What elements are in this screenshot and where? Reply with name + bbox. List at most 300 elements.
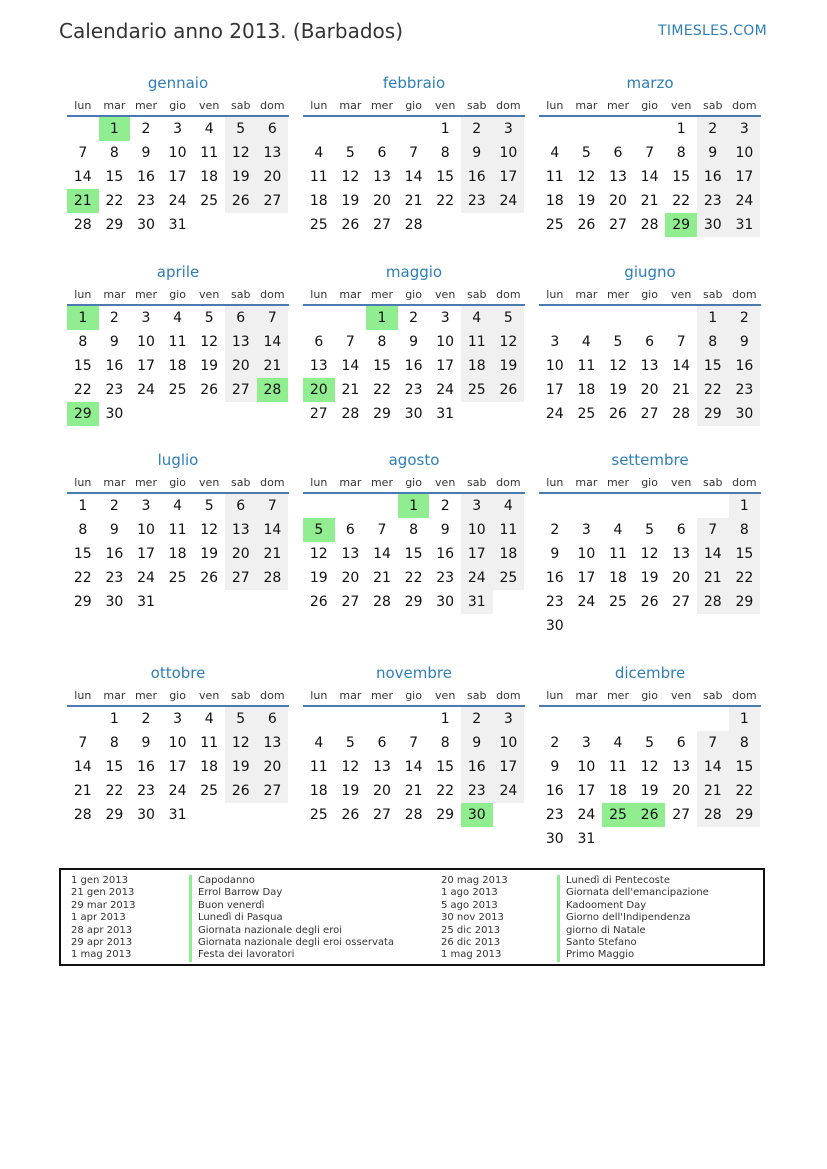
day-cell[interactable]: 31 <box>168 807 187 823</box>
day-cell[interactable]: 16 <box>404 358 423 374</box>
day-cell[interactable]: 6 <box>225 306 257 330</box>
day-cell[interactable]: 21 <box>67 189 99 213</box>
day-cell[interactable]: 4 <box>493 494 525 518</box>
day-cell[interactable]: 8 <box>729 731 761 755</box>
day-cell[interactable]: 28 <box>257 566 289 590</box>
day-cell[interactable]: 20 <box>257 165 289 189</box>
day-cell[interactable]: 17 <box>577 783 596 799</box>
day-cell[interactable]: 14 <box>73 169 92 185</box>
day-cell[interactable]: 12 <box>493 330 525 354</box>
day-cell[interactable]: 12 <box>577 169 596 185</box>
day-cell[interactable]: 22 <box>729 779 761 803</box>
day-cell[interactable]: 21 <box>341 382 360 398</box>
day-cell[interactable]: 12 <box>309 546 328 562</box>
day-cell[interactable]: 26 <box>225 189 257 213</box>
day-cell[interactable]: 23 <box>729 378 761 402</box>
day-cell[interactable]: 17 <box>493 165 525 189</box>
day-cell[interactable]: 12 <box>200 334 219 350</box>
day-cell[interactable]: 29 <box>404 594 423 610</box>
day-cell[interactable]: 24 <box>577 807 596 823</box>
day-cell[interactable]: 5 <box>204 498 214 514</box>
day-cell[interactable]: 1 <box>676 121 686 137</box>
day-cell[interactable]: 18 <box>309 783 328 799</box>
day-cell[interactable]: 6 <box>314 334 324 350</box>
day-cell[interactable]: 10 <box>577 759 596 775</box>
day-cell[interactable]: 18 <box>577 382 596 398</box>
day-cell[interactable]: 26 <box>493 378 525 402</box>
day-cell[interactable]: 13 <box>373 169 391 185</box>
day-cell[interactable]: 13 <box>341 546 360 562</box>
day-cell[interactable]: 7 <box>409 735 419 751</box>
day-cell[interactable]: 7 <box>257 306 289 330</box>
day-cell[interactable]: 2 <box>109 498 119 514</box>
day-cell[interactable]: 29 <box>105 217 124 233</box>
day-cell[interactable]: 6 <box>613 145 623 161</box>
day-cell[interactable]: 26 <box>309 594 328 610</box>
day-cell[interactable]: 5 <box>645 735 655 751</box>
day-cell[interactable]: 2 <box>461 707 493 731</box>
day-cell[interactable]: 9 <box>697 141 729 165</box>
day-cell[interactable]: 9 <box>109 334 119 350</box>
day-cell[interactable]: 16 <box>545 570 564 586</box>
day-cell[interactable]: 20 <box>672 783 691 799</box>
day-cell[interactable]: 20 <box>257 755 289 779</box>
day-cell[interactable]: 23 <box>137 193 155 209</box>
day-cell[interactable]: 18 <box>168 358 187 374</box>
day-cell[interactable]: 28 <box>257 378 289 402</box>
day-cell[interactable]: 10 <box>168 735 187 751</box>
day-cell[interactable]: 4 <box>173 310 183 326</box>
day-cell[interactable]: 24 <box>577 594 596 610</box>
day-cell[interactable]: 27 <box>225 566 257 590</box>
day-cell[interactable]: 16 <box>729 354 761 378</box>
day-cell[interactable]: 19 <box>640 570 659 586</box>
day-cell[interactable]: 20 <box>672 570 691 586</box>
day-cell[interactable]: 23 <box>545 594 564 610</box>
day-cell[interactable]: 1 <box>398 494 430 518</box>
day-cell[interactable]: 22 <box>105 783 124 799</box>
day-cell[interactable]: 9 <box>409 334 419 350</box>
day-cell[interactable]: 25 <box>309 217 328 233</box>
day-cell[interactable]: 2 <box>141 121 151 137</box>
day-cell[interactable]: 7 <box>78 735 88 751</box>
day-cell[interactable]: 1 <box>697 306 729 330</box>
day-cell[interactable]: 7 <box>645 145 655 161</box>
day-cell[interactable]: 1 <box>729 707 761 731</box>
day-cell[interactable]: 3 <box>440 310 450 326</box>
day-cell[interactable]: 25 <box>168 382 187 398</box>
day-cell[interactable]: 10 <box>168 145 187 161</box>
day-cell[interactable]: 23 <box>461 189 493 213</box>
day-cell[interactable]: 3 <box>581 522 591 538</box>
day-cell[interactable]: 13 <box>672 759 691 775</box>
day-cell[interactable]: 5 <box>345 145 355 161</box>
day-cell[interactable]: 5 <box>613 334 623 350</box>
day-cell[interactable]: 12 <box>640 759 659 775</box>
day-cell[interactable]: 11 <box>609 546 627 562</box>
day-cell[interactable]: 14 <box>404 169 423 185</box>
day-cell[interactable]: 18 <box>609 783 627 799</box>
day-cell[interactable]: 27 <box>373 807 391 823</box>
day-cell[interactable]: 1 <box>67 306 99 330</box>
day-cell[interactable]: 31 <box>436 406 455 422</box>
day-cell[interactable]: 16 <box>545 783 564 799</box>
day-cell[interactable]: 19 <box>493 354 525 378</box>
day-cell[interactable]: 10 <box>493 731 525 755</box>
day-cell[interactable]: 12 <box>225 141 257 165</box>
day-cell[interactable]: 19 <box>609 382 627 398</box>
day-cell[interactable]: 30 <box>137 807 155 823</box>
day-cell[interactable]: 20 <box>341 570 360 586</box>
day-cell[interactable]: 29 <box>697 402 729 426</box>
day-cell[interactable]: 18 <box>168 546 187 562</box>
day-cell[interactable]: 10 <box>577 546 596 562</box>
day-cell[interactable]: 23 <box>105 382 124 398</box>
day-cell[interactable]: 28 <box>373 594 391 610</box>
day-cell[interactable]: 10 <box>137 522 155 538</box>
day-cell[interactable]: 5 <box>225 707 257 731</box>
day-cell[interactable]: 21 <box>373 570 391 586</box>
day-cell[interactable]: 10 <box>729 141 761 165</box>
day-cell[interactable]: 4 <box>550 145 560 161</box>
day-cell[interactable]: 14 <box>257 330 289 354</box>
day-cell[interactable]: 23 <box>404 382 423 398</box>
day-cell[interactable]: 6 <box>345 522 355 538</box>
day-cell[interactable]: 5 <box>581 145 591 161</box>
day-cell[interactable]: 13 <box>225 518 257 542</box>
day-cell[interactable]: 31 <box>729 213 761 237</box>
day-cell[interactable]: 22 <box>105 193 124 209</box>
day-cell[interactable]: 9 <box>440 522 450 538</box>
day-cell[interactable]: 16 <box>461 165 493 189</box>
day-cell[interactable]: 28 <box>697 803 729 827</box>
day-cell[interactable]: 11 <box>309 169 328 185</box>
day-cell[interactable]: 12 <box>225 731 257 755</box>
day-cell[interactable]: 27 <box>309 406 328 422</box>
day-cell[interactable]: 16 <box>137 169 155 185</box>
day-cell[interactable]: 30 <box>545 618 564 634</box>
day-cell[interactable]: 25 <box>309 807 328 823</box>
day-cell[interactable]: 8 <box>440 735 450 751</box>
day-cell[interactable]: 24 <box>168 193 187 209</box>
day-cell[interactable]: 21 <box>697 779 729 803</box>
day-cell[interactable]: 17 <box>168 169 187 185</box>
day-cell[interactable]: 5 <box>204 310 214 326</box>
day-cell[interactable]: 23 <box>461 779 493 803</box>
day-cell[interactable]: 28 <box>404 807 423 823</box>
day-cell[interactable]: 1 <box>109 711 119 727</box>
day-cell[interactable]: 20 <box>373 783 391 799</box>
day-cell[interactable]: 17 <box>137 358 155 374</box>
day-cell[interactable]: 21 <box>697 566 729 590</box>
day-cell[interactable]: 16 <box>697 165 729 189</box>
day-cell[interactable]: 23 <box>105 570 124 586</box>
day-cell[interactable]: 1 <box>729 494 761 518</box>
day-cell[interactable]: 24 <box>137 382 155 398</box>
day-cell[interactable]: 13 <box>257 731 289 755</box>
day-cell[interactable]: 6 <box>676 522 686 538</box>
day-cell[interactable]: 31 <box>168 217 187 233</box>
day-cell[interactable]: 12 <box>609 358 627 374</box>
day-cell[interactable]: 29 <box>436 807 455 823</box>
day-cell[interactable]: 1 <box>440 711 450 727</box>
day-cell[interactable]: 24 <box>436 382 455 398</box>
day-cell[interactable]: 7 <box>78 145 88 161</box>
day-cell[interactable]: 3 <box>461 494 493 518</box>
day-cell[interactable]: 15 <box>404 546 423 562</box>
day-cell[interactable]: 16 <box>436 546 455 562</box>
day-cell[interactable]: 21 <box>73 783 92 799</box>
day-cell[interactable]: 18 <box>493 542 525 566</box>
day-cell[interactable]: 13 <box>257 141 289 165</box>
day-cell[interactable]: 28 <box>640 217 659 233</box>
day-cell[interactable]: 8 <box>440 145 450 161</box>
day-cell[interactable]: 2 <box>409 310 419 326</box>
day-cell[interactable]: 23 <box>436 570 455 586</box>
day-cell[interactable]: 3 <box>550 334 560 350</box>
day-cell[interactable]: 19 <box>640 783 659 799</box>
day-cell[interactable]: 3 <box>493 707 525 731</box>
day-cell[interactable]: 31 <box>577 831 596 847</box>
day-cell[interactable]: 11 <box>168 334 187 350</box>
day-cell[interactable]: 28 <box>341 406 360 422</box>
day-cell[interactable]: 11 <box>200 145 219 161</box>
day-cell[interactable]: 4 <box>314 145 324 161</box>
day-cell[interactable]: 29 <box>105 807 124 823</box>
day-cell[interactable]: 2 <box>550 735 560 751</box>
day-cell[interactable]: 30 <box>545 831 564 847</box>
day-cell[interactable]: 4 <box>581 334 591 350</box>
day-cell[interactable]: 17 <box>545 382 564 398</box>
day-cell[interactable]: 3 <box>141 310 151 326</box>
day-cell[interactable]: 19 <box>309 570 328 586</box>
day-cell[interactable]: 30 <box>105 594 124 610</box>
day-cell[interactable]: 19 <box>225 165 257 189</box>
day-cell[interactable]: 23 <box>697 189 729 213</box>
day-cell[interactable]: 6 <box>676 735 686 751</box>
day-cell[interactable]: 4 <box>461 306 493 330</box>
day-cell[interactable]: 26 <box>341 217 360 233</box>
day-cell[interactable]: 13 <box>309 358 328 374</box>
day-cell[interactable]: 15 <box>729 542 761 566</box>
day-cell[interactable]: 4 <box>613 735 623 751</box>
day-cell[interactable]: 26 <box>640 594 659 610</box>
day-cell[interactable]: 23 <box>137 783 155 799</box>
day-cell[interactable]: 27 <box>257 189 289 213</box>
day-cell[interactable]: 26 <box>634 803 666 827</box>
day-cell[interactable]: 14 <box>672 358 691 374</box>
day-cell[interactable]: 1 <box>78 498 88 514</box>
day-cell[interactable]: 16 <box>105 546 124 562</box>
day-cell[interactable]: 3 <box>173 121 183 137</box>
day-cell[interactable]: 25 <box>545 217 564 233</box>
day-cell[interactable]: 28 <box>697 590 729 614</box>
day-cell[interactable]: 4 <box>613 522 623 538</box>
day-cell[interactable]: 14 <box>373 546 391 562</box>
day-cell[interactable]: 9 <box>461 141 493 165</box>
day-cell[interactable]: 30 <box>729 402 761 426</box>
day-cell[interactable]: 2 <box>550 522 560 538</box>
day-cell[interactable]: 9 <box>141 735 151 751</box>
day-cell[interactable]: 9 <box>550 759 560 775</box>
day-cell[interactable]: 4 <box>314 735 324 751</box>
day-cell[interactable]: 4 <box>204 121 214 137</box>
day-cell[interactable]: 17 <box>461 542 493 566</box>
day-cell[interactable]: 28 <box>73 217 92 233</box>
day-cell[interactable]: 27 <box>640 406 659 422</box>
day-cell[interactable]: 18 <box>200 759 219 775</box>
day-cell[interactable]: 2 <box>729 306 761 330</box>
day-cell[interactable]: 18 <box>609 570 627 586</box>
day-cell[interactable]: 21 <box>404 783 423 799</box>
day-cell[interactable]: 11 <box>577 358 596 374</box>
day-cell[interactable]: 17 <box>137 546 155 562</box>
day-cell[interactable]: 17 <box>168 759 187 775</box>
day-cell[interactable]: 24 <box>493 189 525 213</box>
day-cell[interactable]: 11 <box>309 759 328 775</box>
day-cell[interactable]: 6 <box>645 334 655 350</box>
day-cell[interactable]: 22 <box>73 382 92 398</box>
day-cell[interactable]: 8 <box>729 518 761 542</box>
day-cell[interactable]: 4 <box>204 711 214 727</box>
day-cell[interactable]: 24 <box>168 783 187 799</box>
day-cell[interactable]: 7 <box>257 494 289 518</box>
day-cell[interactable]: 28 <box>672 406 691 422</box>
day-cell[interactable]: 15 <box>73 358 92 374</box>
day-cell[interactable]: 22 <box>672 193 691 209</box>
day-cell[interactable]: 3 <box>581 735 591 751</box>
day-cell[interactable]: 15 <box>105 759 124 775</box>
day-cell[interactable]: 23 <box>545 807 564 823</box>
day-cell[interactable]: 26 <box>200 570 219 586</box>
day-cell[interactable]: 22 <box>436 783 455 799</box>
day-cell[interactable]: 5 <box>493 306 525 330</box>
day-cell[interactable]: 11 <box>493 518 525 542</box>
day-cell[interactable]: 6 <box>257 707 289 731</box>
day-cell[interactable]: 20 <box>373 193 391 209</box>
day-cell[interactable]: 14 <box>257 518 289 542</box>
day-cell[interactable]: 20 <box>225 354 257 378</box>
day-cell[interactable]: 6 <box>257 117 289 141</box>
day-cell[interactable]: 7 <box>377 522 387 538</box>
day-cell[interactable]: 25 <box>168 570 187 586</box>
day-cell[interactable]: 15 <box>697 354 729 378</box>
day-cell[interactable]: 27 <box>672 807 691 823</box>
day-cell[interactable]: 7 <box>697 518 729 542</box>
day-cell[interactable]: 28 <box>404 217 423 233</box>
day-cell[interactable]: 18 <box>461 354 493 378</box>
day-cell[interactable]: 9 <box>550 546 560 562</box>
day-cell[interactable]: 26 <box>577 217 596 233</box>
day-cell[interactable]: 27 <box>341 594 360 610</box>
day-cell[interactable]: 25 <box>200 783 219 799</box>
day-cell[interactable]: 1 <box>440 121 450 137</box>
day-cell[interactable]: 19 <box>577 193 596 209</box>
day-cell[interactable]: 2 <box>461 117 493 141</box>
day-cell[interactable]: 13 <box>225 330 257 354</box>
day-cell[interactable]: 15 <box>436 759 455 775</box>
day-cell[interactable]: 31 <box>137 594 155 610</box>
day-cell[interactable]: 14 <box>697 755 729 779</box>
day-cell[interactable]: 17 <box>493 755 525 779</box>
day-cell[interactable]: 14 <box>697 542 729 566</box>
day-cell[interactable]: 24 <box>137 570 155 586</box>
day-cell[interactable]: 24 <box>461 566 493 590</box>
day-cell[interactable]: 13 <box>640 358 659 374</box>
day-cell[interactable]: 11 <box>168 522 187 538</box>
day-cell[interactable]: 11 <box>461 330 493 354</box>
day-cell[interactable]: 10 <box>436 334 455 350</box>
day-cell[interactable]: 8 <box>78 334 88 350</box>
day-cell[interactable]: 15 <box>729 755 761 779</box>
day-cell[interactable]: 31 <box>461 590 493 614</box>
day-cell[interactable]: 13 <box>609 169 627 185</box>
day-cell[interactable]: 3 <box>493 117 525 141</box>
day-cell[interactable]: 16 <box>105 358 124 374</box>
day-cell[interactable]: 7 <box>409 145 419 161</box>
day-cell[interactable]: 15 <box>436 169 455 185</box>
day-cell[interactable]: 24 <box>729 189 761 213</box>
day-cell[interactable]: 29 <box>729 803 761 827</box>
day-cell[interactable]: 8 <box>109 145 119 161</box>
day-cell[interactable]: 8 <box>109 735 119 751</box>
day-cell[interactable]: 20 <box>609 193 627 209</box>
day-cell[interactable]: 19 <box>225 755 257 779</box>
day-cell[interactable]: 7 <box>676 334 686 350</box>
day-cell[interactable]: 18 <box>200 169 219 185</box>
day-cell[interactable]: 3 <box>141 498 151 514</box>
day-cell[interactable]: 9 <box>729 330 761 354</box>
day-cell[interactable]: 25 <box>602 803 634 827</box>
day-cell[interactable]: 26 <box>341 807 360 823</box>
day-cell[interactable]: 6 <box>377 145 387 161</box>
day-cell[interactable]: 26 <box>200 382 219 398</box>
day-cell[interactable]: 15 <box>373 358 391 374</box>
day-cell[interactable]: 17 <box>577 570 596 586</box>
day-cell[interactable]: 19 <box>341 193 360 209</box>
day-cell[interactable]: 30 <box>137 217 155 233</box>
day-cell[interactable]: 2 <box>141 711 151 727</box>
day-cell[interactable]: 15 <box>672 169 691 185</box>
day-cell[interactable]: 15 <box>105 169 124 185</box>
day-cell[interactable]: 16 <box>137 759 155 775</box>
day-cell[interactable]: 13 <box>373 759 391 775</box>
day-cell[interactable]: 11 <box>545 169 564 185</box>
day-cell[interactable]: 27 <box>225 378 257 402</box>
day-cell[interactable]: 1 <box>99 117 131 141</box>
day-cell[interactable]: 12 <box>341 169 360 185</box>
day-cell[interactable]: 25 <box>609 594 627 610</box>
day-cell[interactable]: 16 <box>461 755 493 779</box>
day-cell[interactable]: 24 <box>493 779 525 803</box>
day-cell[interactable]: 19 <box>200 546 219 562</box>
day-cell[interactable]: 13 <box>672 546 691 562</box>
day-cell[interactable]: 9 <box>109 522 119 538</box>
day-cell[interactable]: 30 <box>436 594 455 610</box>
day-cell[interactable]: 11 <box>200 735 219 751</box>
day-cell[interactable]: 10 <box>461 518 493 542</box>
day-cell[interactable]: 10 <box>545 358 564 374</box>
day-cell[interactable]: 27 <box>672 594 691 610</box>
day-cell[interactable]: 21 <box>404 193 423 209</box>
day-cell[interactable]: 21 <box>257 354 289 378</box>
day-cell[interactable]: 8 <box>377 334 387 350</box>
day-cell[interactable]: 18 <box>545 193 564 209</box>
day-cell[interactable]: 17 <box>729 165 761 189</box>
day-cell[interactable]: 26 <box>225 779 257 803</box>
day-cell[interactable]: 20 <box>225 542 257 566</box>
day-cell[interactable]: 30 <box>697 213 729 237</box>
